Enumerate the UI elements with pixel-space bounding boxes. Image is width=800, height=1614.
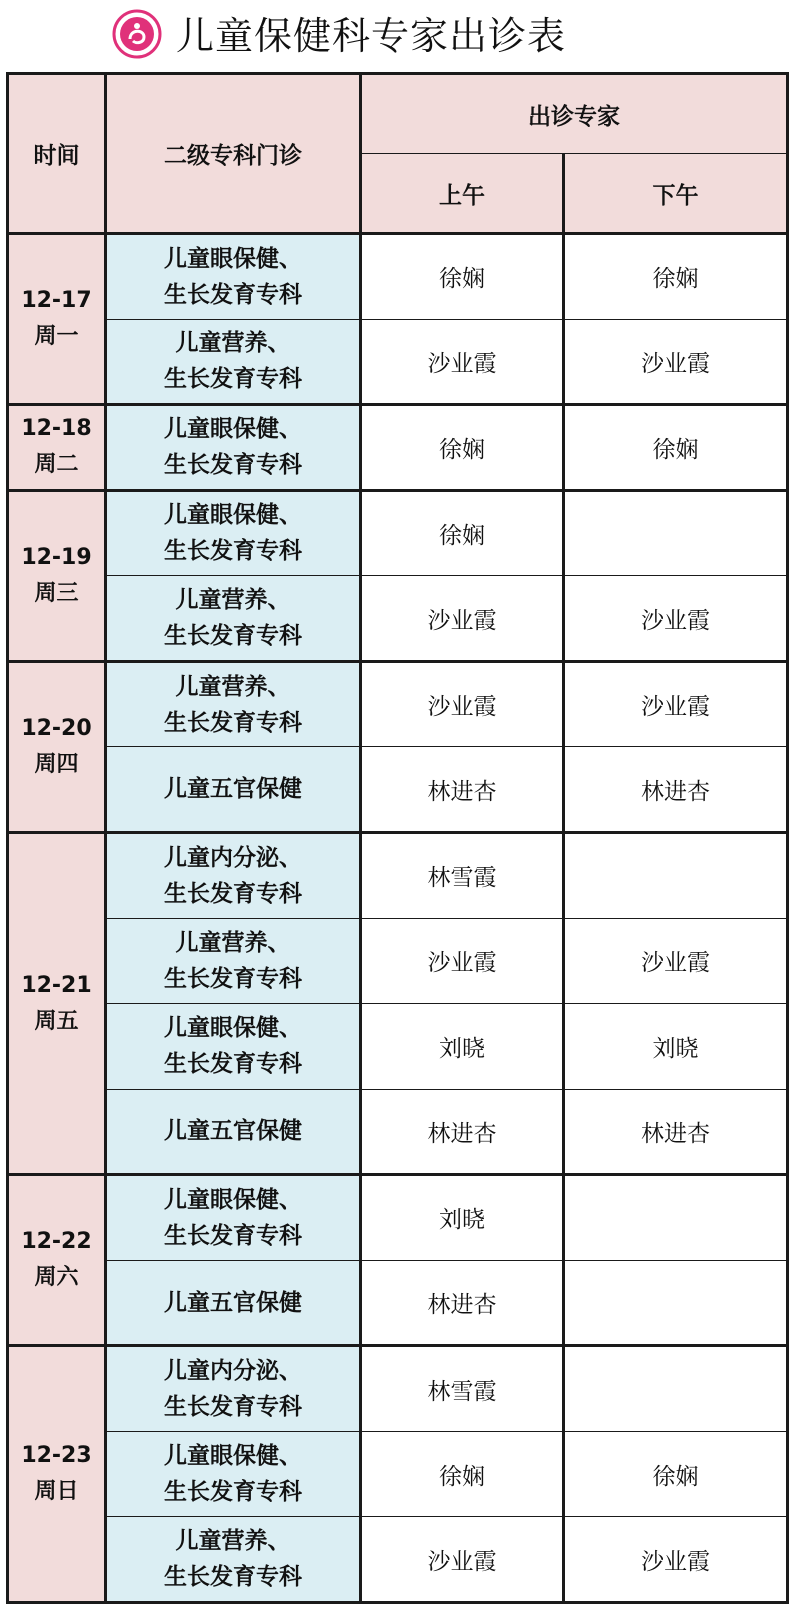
table-row bbox=[8, 490, 788, 576]
pm-doctor-cell: 徐娴 bbox=[564, 405, 788, 491]
table-row bbox=[8, 234, 788, 320]
day-date: 12-17 bbox=[21, 288, 92, 314]
pm-doctor-cell bbox=[564, 1346, 788, 1432]
table-row bbox=[8, 405, 788, 491]
clinic-cell bbox=[106, 490, 361, 576]
header-experts: 出诊专家 bbox=[361, 74, 788, 154]
clinic-name: 儿童内分泌、 bbox=[164, 1358, 302, 1385]
am-doctor-cell: 林进杏 bbox=[361, 1260, 564, 1346]
clinic-cell bbox=[106, 1431, 361, 1517]
day-date: 12-21 bbox=[21, 972, 92, 998]
am-doctor-cell: 徐娴 bbox=[361, 405, 564, 491]
header-pm: 下午 bbox=[564, 154, 788, 234]
clinic-name-line2: 生长发育专科 bbox=[164, 709, 302, 736]
pm-doctor-cell: 沙业霞 bbox=[564, 918, 788, 1004]
am-doctor-cell: 徐娴 bbox=[361, 490, 564, 576]
am-doctor-cell: 沙业霞 bbox=[361, 1517, 564, 1603]
day-cell bbox=[8, 405, 106, 491]
day-weekday: 周四 bbox=[34, 751, 79, 777]
table-row bbox=[8, 1431, 788, 1517]
am-doctor-cell: 刘晓 bbox=[361, 1175, 564, 1261]
clinic-name-line2: 生长发育专科 bbox=[164, 366, 302, 393]
table-row bbox=[8, 1517, 788, 1603]
day-date: 12-22 bbox=[21, 1229, 92, 1255]
clinic-cell bbox=[106, 661, 361, 747]
am-doctor-cell: 林雪霞 bbox=[361, 832, 564, 918]
header-time: 时间 bbox=[8, 74, 106, 234]
clinic-name: 儿童营养、 bbox=[175, 330, 291, 357]
day-cell bbox=[8, 832, 106, 1174]
day-cell bbox=[8, 661, 106, 832]
schedule-table bbox=[6, 72, 789, 1604]
day-cell bbox=[8, 1346, 106, 1603]
clinic-name-line2: 生长发育专科 bbox=[164, 623, 302, 650]
pm-doctor-cell bbox=[564, 1260, 788, 1346]
clinic-name: 儿童营养、 bbox=[175, 587, 291, 614]
clinic-name: 儿童营养、 bbox=[175, 673, 291, 700]
table-row bbox=[8, 1346, 788, 1432]
day-weekday: 周二 bbox=[34, 452, 79, 478]
clinic-name: 儿童五官保健 bbox=[164, 1289, 302, 1316]
pm-doctor-cell: 沙业霞 bbox=[564, 576, 788, 662]
clinic-cell bbox=[106, 832, 361, 918]
hospital-logo-icon bbox=[112, 9, 162, 59]
am-doctor-cell: 沙业霞 bbox=[361, 319, 564, 405]
table-row bbox=[8, 1089, 788, 1175]
clinic-cell bbox=[106, 405, 361, 491]
pm-doctor-cell: 林进杏 bbox=[564, 1089, 788, 1175]
am-doctor-cell: 林进杏 bbox=[361, 747, 564, 833]
clinic-cell bbox=[106, 747, 361, 833]
table-row bbox=[8, 661, 788, 747]
header-am: 上午 bbox=[361, 154, 564, 234]
table-row bbox=[8, 1004, 788, 1090]
table-row bbox=[8, 576, 788, 662]
table-row bbox=[8, 1175, 788, 1261]
day-cell bbox=[8, 1175, 106, 1346]
clinic-name-line2: 生长发育专科 bbox=[164, 965, 302, 992]
clinic-cell bbox=[106, 1004, 361, 1090]
clinic-name: 儿童营养、 bbox=[175, 929, 291, 956]
day-cell bbox=[8, 234, 106, 405]
pm-doctor-cell: 沙业霞 bbox=[564, 1517, 788, 1603]
clinic-name-line2: 生长发育专科 bbox=[164, 1479, 302, 1506]
clinic-cell bbox=[106, 1175, 361, 1261]
page-header bbox=[0, 0, 800, 72]
clinic-name: 儿童营养、 bbox=[175, 1528, 291, 1555]
clinic-name-line2: 生长发育专科 bbox=[164, 1394, 302, 1421]
day-date: 12-19 bbox=[21, 544, 92, 570]
table-row bbox=[8, 747, 788, 833]
day-weekday: 周日 bbox=[34, 1479, 79, 1505]
day-weekday: 周六 bbox=[34, 1265, 79, 1291]
pm-doctor-cell: 林进杏 bbox=[564, 747, 788, 833]
am-doctor-cell: 徐娴 bbox=[361, 1431, 564, 1517]
am-doctor-cell: 刘晓 bbox=[361, 1004, 564, 1090]
pm-doctor-cell: 沙业霞 bbox=[564, 319, 788, 405]
clinic-name-line2: 生长发育专科 bbox=[164, 538, 302, 565]
clinic-cell bbox=[106, 319, 361, 405]
schedule-body bbox=[8, 234, 788, 1603]
day-cell bbox=[8, 490, 106, 661]
clinic-name: 儿童五官保健 bbox=[164, 776, 302, 803]
pm-doctor-cell: 刘晓 bbox=[564, 1004, 788, 1090]
table-row bbox=[8, 1260, 788, 1346]
clinic-name-line2: 生长发育专科 bbox=[164, 1222, 302, 1249]
am-doctor-cell: 沙业霞 bbox=[361, 661, 564, 747]
clinic-name: 儿童眼保健、 bbox=[164, 502, 302, 529]
clinic-name-line2: 生长发育专科 bbox=[164, 452, 302, 479]
clinic-cell bbox=[106, 1346, 361, 1432]
pm-doctor-cell: 沙业霞 bbox=[564, 661, 788, 747]
clinic-name: 儿童眼保健、 bbox=[164, 245, 302, 272]
page-title: 儿童保健科专家出诊表 bbox=[176, 14, 567, 58]
am-doctor-cell: 林雪霞 bbox=[361, 1346, 564, 1432]
clinic-name: 儿童内分泌、 bbox=[164, 844, 302, 871]
day-date: 12-20 bbox=[21, 715, 92, 741]
am-doctor-cell: 林进杏 bbox=[361, 1089, 564, 1175]
am-doctor-cell: 徐娴 bbox=[361, 234, 564, 320]
clinic-cell bbox=[106, 1517, 361, 1603]
pm-doctor-cell bbox=[564, 832, 788, 918]
pm-doctor-cell: 徐娴 bbox=[564, 1431, 788, 1517]
clinic-cell bbox=[106, 918, 361, 1004]
pm-doctor-cell: 徐娴 bbox=[564, 234, 788, 320]
clinic-name: 儿童眼保健、 bbox=[164, 1015, 302, 1042]
day-date: 12-18 bbox=[21, 416, 92, 442]
clinic-cell bbox=[106, 1089, 361, 1175]
clinic-name-line2: 生长发育专科 bbox=[164, 880, 302, 907]
clinic-name-line2: 生长发育专科 bbox=[164, 1051, 302, 1078]
pm-doctor-cell bbox=[564, 1175, 788, 1261]
day-weekday: 周三 bbox=[34, 580, 79, 606]
day-weekday: 周一 bbox=[34, 324, 79, 350]
am-doctor-cell: 沙业霞 bbox=[361, 918, 564, 1004]
day-date: 12-23 bbox=[21, 1443, 92, 1469]
day-weekday: 周五 bbox=[34, 1008, 79, 1034]
am-doctor-cell: 沙业霞 bbox=[361, 576, 564, 662]
clinic-name-line2: 生长发育专科 bbox=[164, 281, 302, 308]
table-row bbox=[8, 832, 788, 918]
clinic-name-line2: 生长发育专科 bbox=[164, 1564, 302, 1591]
header-clinic: 二级专科门诊 bbox=[106, 74, 361, 234]
clinic-cell bbox=[106, 1260, 361, 1346]
clinic-name: 儿童眼保健、 bbox=[164, 1186, 302, 1213]
clinic-name: 儿童眼保健、 bbox=[164, 1443, 302, 1470]
clinic-name: 儿童五官保健 bbox=[164, 1118, 302, 1145]
clinic-cell bbox=[106, 234, 361, 320]
clinic-cell bbox=[106, 576, 361, 662]
table-row bbox=[8, 918, 788, 1004]
table-row bbox=[8, 319, 788, 405]
pm-doctor-cell bbox=[564, 490, 788, 576]
clinic-name: 儿童眼保健、 bbox=[164, 416, 302, 443]
